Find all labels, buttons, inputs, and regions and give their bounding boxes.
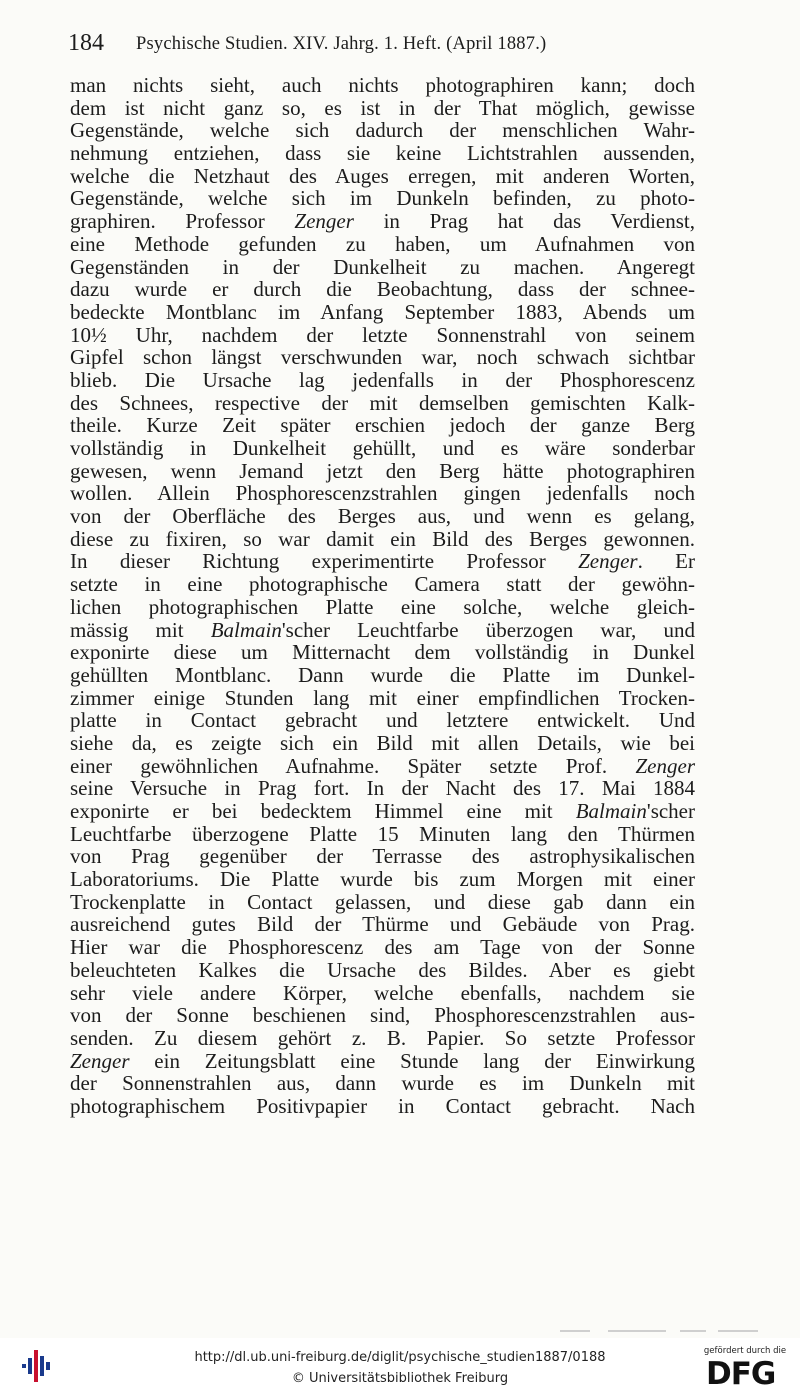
text-line: Gegenstände, welche sich im Dunkeln befinden, zu photo- bbox=[70, 186, 695, 211]
text-line: Gegenstände, welche sich dadurch der menschlichen Wahr- bbox=[70, 118, 695, 143]
text-line: setzte in eine photographische Camera statt der gewöhn- bbox=[70, 572, 695, 597]
text-line: des Schnees, respective der mit demselben gemischten Kalk- bbox=[70, 390, 695, 415]
text-line: siehe da, es zeigte sich ein Bild mit allen Details, wie bei bbox=[70, 730, 695, 755]
text-line: mässig mit Balmain'scher Leuchtfarbe überzogen war, und bbox=[70, 617, 695, 642]
text-line: Zenger ein Zeitungsblatt eine Stunde lang der Einwirkung bbox=[70, 1048, 695, 1073]
text-line: dem ist nicht ganz so, es ist in der That möglich, gewisse bbox=[70, 95, 695, 120]
text-line: Laboratoriums. Die Platte wurde bis zum Morgen mit einer bbox=[70, 867, 695, 892]
text-line: Gipfel schon längst verschwunden war, noch schwach sichtbar bbox=[70, 345, 695, 370]
text-line: Gegenständen in der Dunkelheit zu machen. Angeregt bbox=[70, 254, 695, 279]
text-line: blieb. Die Ursache lag jedenfalls in der Phosphorescenz bbox=[70, 367, 695, 392]
text-line: zimmer einige Stunden lang mit einer empfindlichen Trocken- bbox=[70, 685, 695, 710]
running-head bbox=[68, 30, 698, 60]
body-text bbox=[70, 74, 695, 1118]
text-line: 10½ Uhr, nachdem der letzte Sonnenstrahl von seinem bbox=[70, 322, 695, 347]
text-line: sehr viele andere Körper, welche ebenfalls, nachdem sie bbox=[70, 980, 695, 1005]
text-line: beleuchteten Kalkes die Ursache des Bildes. Aber es giebt bbox=[70, 957, 695, 982]
text-line: photographischem Positivpapier in Contact gebracht. Nach bbox=[70, 1093, 695, 1118]
copyright-notice: © Universitätsbibliothek Freiburg bbox=[291, 1371, 509, 1386]
text-line: nehmung entziehen, dass sie keine Lichtstrahlen aussenden, bbox=[70, 141, 695, 166]
text-line: von der Oberfläche des Berges aus, und wenn es gelang, bbox=[70, 504, 695, 529]
dfg-logo[interactable]: DFG bbox=[706, 1356, 776, 1392]
text-line: diese zu fixiren, so war damit ein Bild des Berges gewonnen. bbox=[70, 526, 695, 551]
text-line: gehüllten Montblanc. Dann wurde die Platte im Dunkel- bbox=[70, 662, 695, 687]
text-line: ausreichend gutes Bild der Thürme und Gebäude von Prag. bbox=[70, 912, 695, 937]
text-line: von der Sonne beschienen sind, Phosphorescenzstrahlen aus- bbox=[70, 1003, 695, 1028]
text-line: lichen photographischen Platte eine solche, welche gleich- bbox=[70, 594, 695, 619]
running-head-title: Psychische Studien. XIV. Jahrg. 1. Heft. (April 1887.) bbox=[136, 34, 547, 54]
text-line: In dieser Richtung experimentirte Professor Zenger. Er bbox=[70, 549, 695, 574]
viewer-footer bbox=[0, 1338, 800, 1395]
text-line: exponirte diese um Mitternacht dem vollständig in Dunkel bbox=[70, 640, 695, 665]
text-line: man nichts sieht, auch nichts photographiren kann; doch bbox=[70, 73, 695, 97]
dfg-caption: gefördert durch die bbox=[703, 1346, 787, 1356]
text-line: Leuchtfarbe überzogene Platte 15 Minuten lang den Thürmen bbox=[70, 821, 695, 846]
text-line: graphiren. Professor Zenger in Prag hat das Verdienst, bbox=[70, 209, 695, 234]
text-line: der Sonnenstrahlen aus, dann wurde es im Dunkeln mit bbox=[70, 1071, 695, 1096]
permalink-url[interactable]: http://dl.ub.uni-freiburg.de/diglit/psychische_studien1887/0188 bbox=[194, 1350, 606, 1365]
text-line: von Prag gegenüber der Terrasse des astrophysikalischen bbox=[70, 844, 695, 869]
text-line: Hier war die Phosphorescenz des am Tage von der Sonne bbox=[70, 935, 695, 960]
page-number: 184 bbox=[68, 30, 104, 56]
text-line: vollständig in Dunkelheit gehüllt, und es wäre sonderbar bbox=[70, 436, 695, 460]
scan-artifact-marks bbox=[560, 1328, 780, 1334]
text-line: bedeckte Montblanc im Anfang September 1883, Abends um bbox=[70, 299, 695, 324]
text-line: platte in Contact gebracht und letztere entwickelt. Und bbox=[70, 708, 695, 733]
text-line: eine Methode gefunden zu haben, um Aufnahmen von bbox=[70, 231, 695, 256]
text-line: Trockenplatte in Contact gelassen, und diese gab dann ein bbox=[70, 889, 695, 914]
text-line: exponirte er bei bedecktem Himmel eine mit Balmain'scher bbox=[70, 799, 695, 823]
text-line: senden. Zu diesem gehört z. B. Papier. So setzte Professor bbox=[70, 1025, 695, 1050]
text-line: seine Versuche in Prag fort. In der Nacht des 17. Mai 1884 bbox=[70, 776, 695, 801]
text-line: gewesen, wenn Jemand jetzt den Berg hätte photographiren bbox=[70, 458, 695, 483]
text-line: welche die Netzhaut des Auges erregen, mit anderen Worten, bbox=[70, 163, 695, 188]
text-line: wollen. Allein Phosphorescenzstrahlen gingen jedenfalls noch bbox=[70, 481, 695, 506]
text-line: dazu wurde er durch die Beobachtung, dass der schnee- bbox=[70, 277, 695, 302]
text-line: einer gewöhnlichen Aufnahme. Später setzte Prof. Zenger bbox=[70, 753, 695, 778]
text-line: theile. Kurze Zeit später erschien jedoch der ganze Berg bbox=[70, 413, 695, 438]
